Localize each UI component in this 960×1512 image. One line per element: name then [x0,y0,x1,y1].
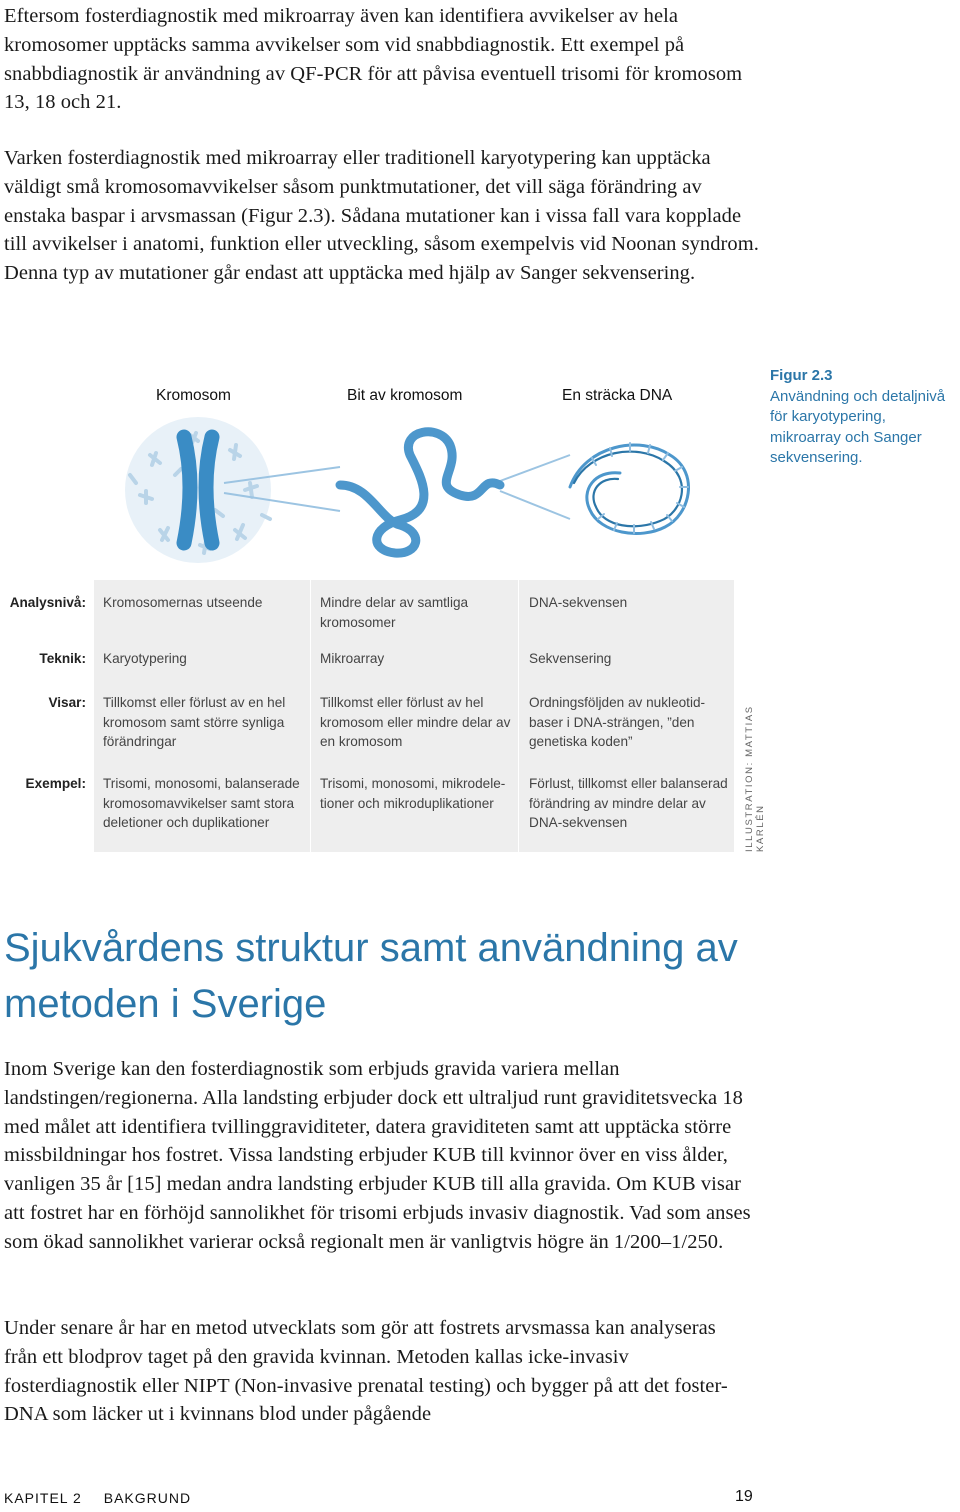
section-heading: Sjukvårdens struktur samt användning av metoden i Sverige [4,926,738,1026]
illustration-credit: ILLUSTRATION: MATTIAS KARLÉN [744,705,766,852]
sweden-paragraph: Inom Sverige kan den fosterdiagnostik som erbjuds gravida variera mellan landstingen/regionerna. Alla landsting erbjuder dock ett ultraljud runt graviditetsvecka 18 med målet att identifiera tvillinggraviditeter, datera graviditeten samt att upptäcka större missbildningar hos fostret. Vissa landsting erbjuder KUB till kvinnor över en viss ålder, vanligen 35 år [15] medan andra landsting erbjuder KUB till alla gravida. Om KUB visar att fostret har en förhöjd sannolikhet för trisomi erbjuds invasiv diagnostik. Vad som anses som ökad sannolikhet varierar också regionalt men är vanligtvis högre än 1/200–1/250. [4,1058,751,1253]
table-cell: Trisomi, monosomi, mikrodeletioner och mikroduplikationer [320,776,506,811]
table-cell: Sekvensering [529,651,612,666]
figure-caption [770,366,960,469]
figure-label-chromosome-part: Bit av kromosom [347,387,463,404]
analysis-table [0,580,740,852]
intro-paragraph: Eftersom fosterdiagnostik med mikroarray även kan identifiera avvikelser av hela kromosomer upptäcks samma avvikelser som vid snabbdiagnostik. Ett exempel på snabbdiagnostik är användning av QF-PCR för att påvisa eventuell trisomi för kromosom 13, 18 och 21. [4,5,743,114]
footer-section-label: BAKGRUND [103,1490,192,1506]
figure-caption-text: Användning och detaljnivå för karyotypering, mikroarray och Sanger sekvensering. [770,387,946,466]
footer-chapter [4,1490,191,1506]
table-cell: Förlust, tillkomst eller balanserad förändring av mindre delar av DNA-sekvensen [529,776,728,830]
page-number: 19 [735,1488,753,1505]
table-cell: Ordningsföljden av nukleotidbaser i DNA-strängen, ”den genetiska koden” [529,695,706,749]
figure-label-chromosome: Kromosom [156,387,231,404]
row-label-technique: Teknik: [39,651,86,666]
table-cell: Karyotypering [103,651,187,666]
nipt-paragraph: Under senare år har en metod utvecklats som gör att fostrets arvsmassa kan analyseras från ett blodprov taget på den gravida kvinnan. Metoden kallas icke-invasiv fosterdiagnostik eller NIPT (Non-invasive prenatal testing) och bygger på att det foster-DNA som läcker ut i kvinnans blod under pågående [4,1317,728,1426]
row-label-shows: Visar: [48,695,86,710]
table-cell: Tillkomst eller förlust av en hel kromosom samt större synliga förändringar [103,695,286,749]
figure-caption-title: Figur 2.3 [770,367,833,384]
mutation-paragraph: Varken fosterdiagnostik med mikroarray eller traditionell karyotypering kan upptäcka väldigt små kromosomavvikelser såsom punktmutationer, det vill säga förändring av enstaka baspar i arvsmassan (Figur 2.3). Sådana mutationer kan i vissa fall vara kopplade till avvikelser i anatomi, funktion eller utveckling, såsom exempelvis vid Noonan syndrom. Denna typ av mutationer går endast att upptäcka med hjälp av Sanger sekvensering. [4,147,759,285]
zoom-connector [224,455,570,519]
chromosome-part-icon [340,432,500,553]
table-cell: Kromosomernas utseende [103,595,263,610]
table-cell: Trisomi, monosomi, balanserade kromosomavvikelser samt stora deletioner och duplikationer [103,776,300,830]
dna-helix-icon [570,443,689,533]
column-divider [518,580,519,852]
cell-nucleus [125,417,271,563]
table-cell: Mikroarray [320,651,385,666]
table-cell: Tillkomst eller förlust av hel kromosom eller mindre delar av en kromosom [320,695,511,749]
row-label-analysis-level: Analysnivå: [9,595,86,610]
column-divider [310,580,311,852]
table-cell: DNA-sekvensen [529,595,628,610]
table-cell: Mindre delar av samtliga kromosomer [320,595,469,630]
row-label-example: Exempel: [25,776,86,791]
chromosome-illustration [0,415,740,565]
footer-chapter-label: KAPITEL 2 [4,1490,82,1506]
figure-label-dna-stretch: En sträcka DNA [562,387,673,404]
